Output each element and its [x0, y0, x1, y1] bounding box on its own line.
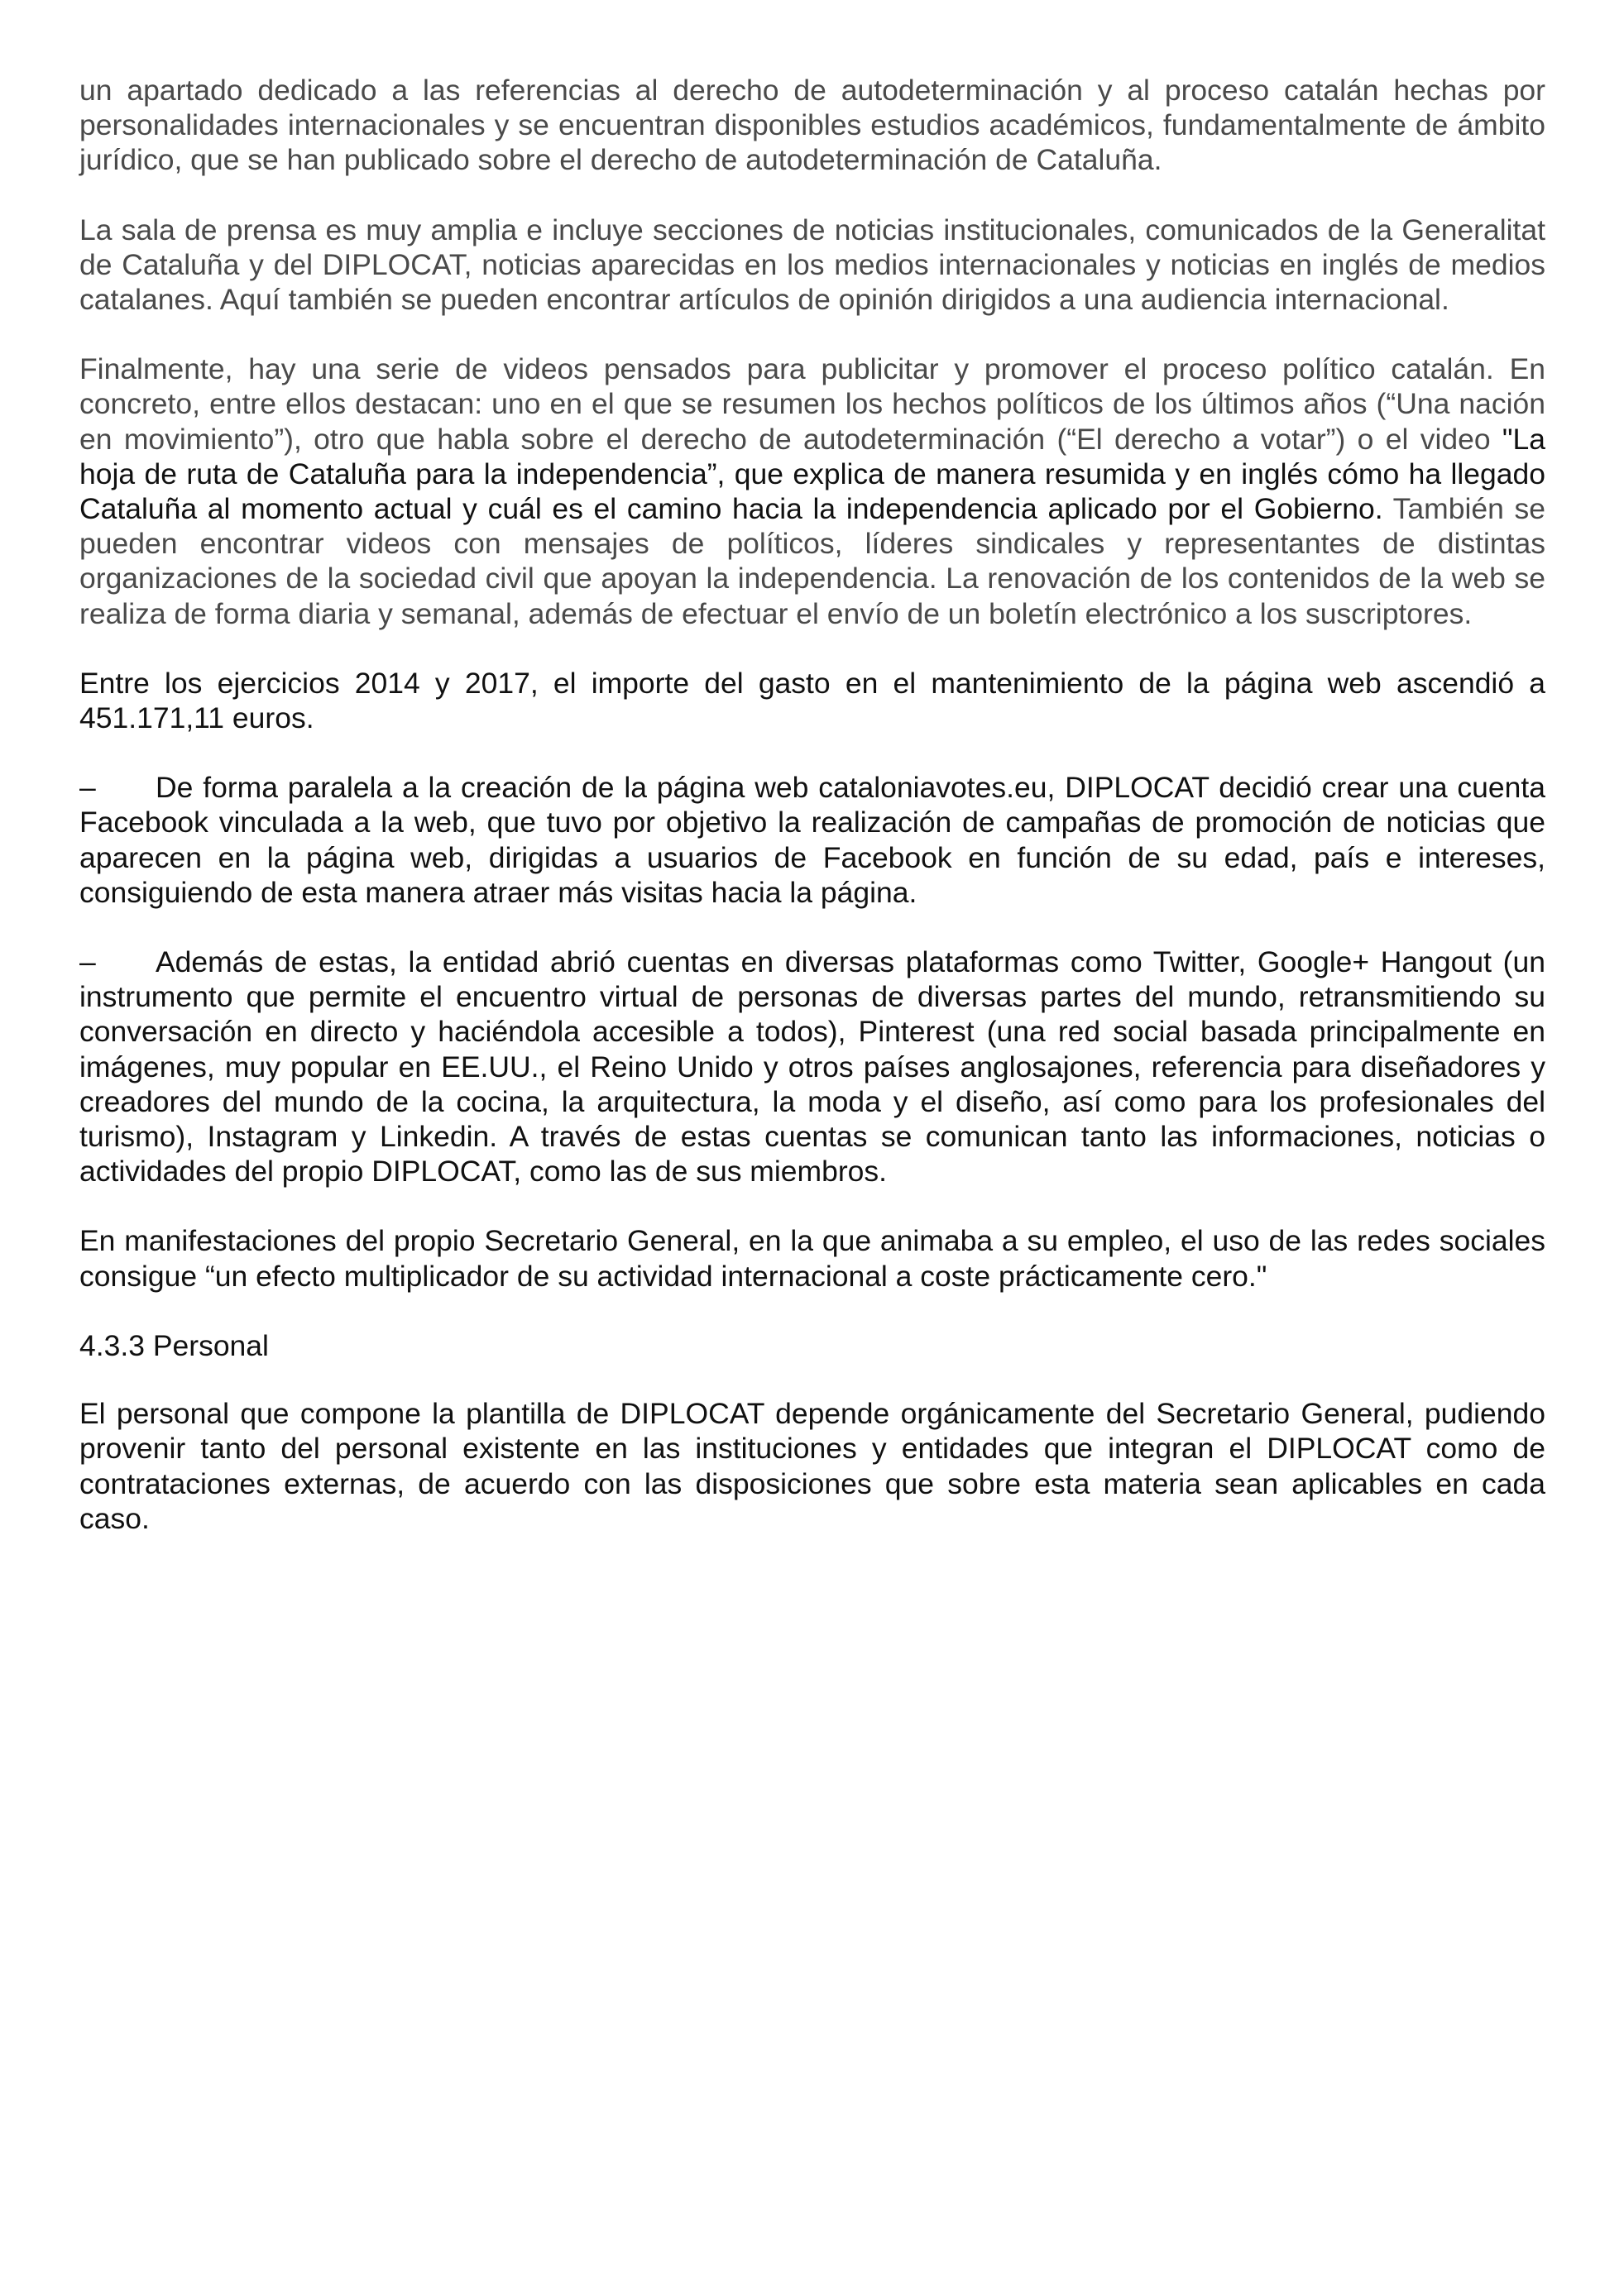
paragraph-web-expense: Entre los ejercicios 2014 y 2017, el importe del gasto en el mantenimiento de la página web ascendió a 451.171,11 euros. — [79, 666, 1545, 735]
bullet-facebook-text: De forma paralela a la creación de la página web cataloniavotes.eu, DIPLOCAT decidió crear una cuenta Facebook vinculada a la web, que tuvo por objetivo la realización de campañas de promoción de noticias que aparecen en la página web, dirigidas a usuarios de Facebook en función de su edad, país e intereses, consiguiendo de esta manera atraer más visitas hacia la página. — [79, 771, 1545, 909]
section-heading: 4.3.3 Personal — [79, 1328, 269, 1362]
bullet-dash-marker: – — [79, 945, 96, 979]
paragraph-social-media-quote: En manifestaciones del propio Secretario General, en la que animaba a su empleo, el uso de las redes sociales consigue “un efecto multiplicador de su actividad internacional a coste prácticamente cero." — [79, 1224, 1545, 1293]
bullet-platforms-text: Además de estas, la entidad abrió cuentas en diversas plataformas como Twitter, Google+ Hangout (un instrumento que permite el encuentro virtual de personas de diversas partes del mundo, retransmitiendo su conversación en directo y haciéndola accesible a todos), Pinterest (una red social basada principalmente en imágenes, muy popular en EE.UU., el Reino Unido y otros países anglosajones, referencia para diseñadores y creadores del mundo de la cocina, la arquitectura, la moda y el diseño, así como para los profesionales del turismo), Instagram y Linkedin. A través de estas cuentas se comunican tanto las informaciones, noticias o actividades del propio DIPLOCAT, como las de sus miembros. — [79, 945, 1545, 1189]
paragraph-videos — [79, 352, 1545, 631]
bullet-dash-marker: – — [79, 771, 96, 805]
bullet-facebook — [79, 770, 1545, 910]
paragraph-press-room: La sala de prensa es muy amplia e incluye secciones de noticias institucionales, comunicados de la Generalitat de Cataluña y del DIPLOCAT, noticias aparecidas en los medios internacionales y noticias en inglés de medios catalanes. Aquí también se pueden encontrar artículos de opinión dirigidos a una audiencia internacional. — [79, 213, 1545, 317]
paragraph-references: un apartado dedicado a las referencias al derecho de autodeterminación y al proceso catalán hechas por personalidades internacionales y se encuentran disponibles estudios académicos, fundamentalmente de ámbito jurídico, que se han publicado sobre el derecho de autodeterminación de Cataluña. — [79, 74, 1545, 177]
paragraph-videos-intro: Finalmente, hay una serie de videos pensados para publicitar y promover el proceso político catalán. En concreto, entre ellos destacan: uno en el que se resumen los hechos políticos de los últimos años (“Una nación en movimiento”), otro que habla sobre el derecho de autodeterminación (“El derecho a votar”) o el video — [79, 352, 1545, 456]
paragraph-videos-roadmap: "La hoja de ruta de Cataluña para la independencia”, que explica de manera resumida y en inglés cómo ha llegado Cataluña al momento actual y cuál es el camino hacia la independencia aplicado por el Gobierno. — [79, 422, 1545, 526]
paragraph-videos-outro: También se pueden encontrar videos con mensajes de políticos, líderes sindicales y representantes de distintas organizaciones de la sociedad civil que apoyan la independencia. La renovación de los contenidos de la web se realiza de forma diaria y semanal, además de efectuar el envío de un boletín electrónico a los suscriptores. — [79, 492, 1545, 630]
bullet-platforms — [79, 945, 1545, 1189]
document-page — [79, 73, 1545, 1571]
paragraph-personnel: El personal que compone la plantilla de DIPLOCAT depende orgánicamente del Secretario General, pudiendo provenir tanto del personal existente en las instituciones y entidades que integran el DIPLOCAT como de contrataciones externas, de acuerdo con las disposiciones que sobre esta materia sean aplicables en cada caso. — [79, 1397, 1545, 1535]
